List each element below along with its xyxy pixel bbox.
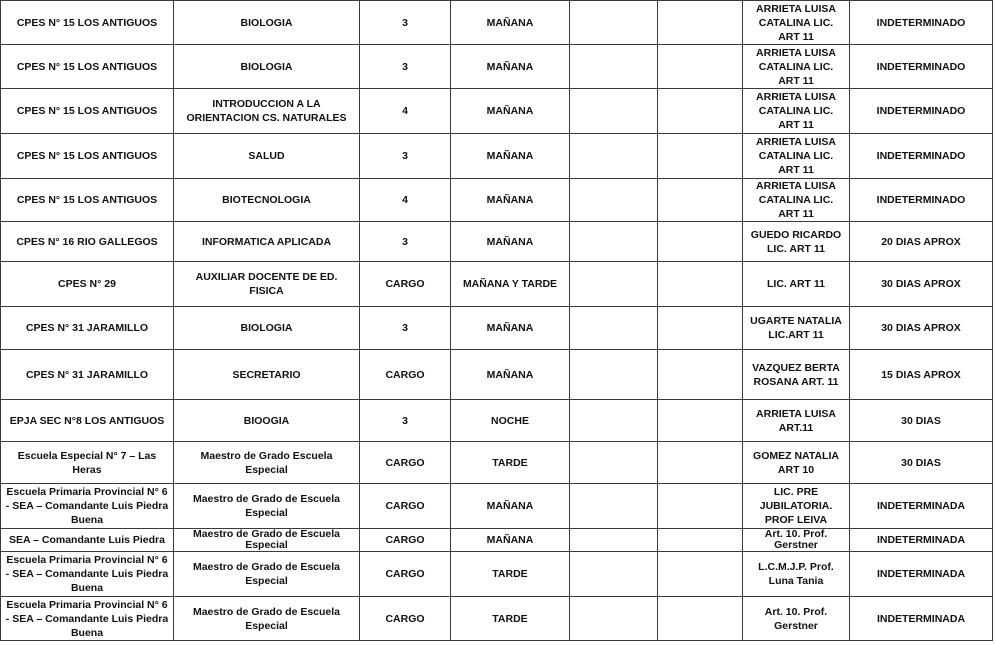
empty-cell: [658, 134, 743, 179]
school-cell: EPJA SEC N°8 LOS ANTIGUOS: [1, 400, 174, 442]
table-row: [1, 484, 993, 529]
empty-cell: [658, 400, 743, 442]
subject-cell: INFORMATICA APLICADA: [174, 222, 360, 262]
empty-cell: [658, 529, 743, 552]
shift-cell: MAÑANA: [451, 484, 570, 529]
hours-cell: CARGO: [360, 529, 451, 552]
duration-cell: INDETERMINADO: [850, 1, 993, 45]
holder-cell: ARRIETA LUISA CATALINA LIC. ART 11: [743, 179, 850, 222]
hours-cell: 3: [360, 400, 451, 442]
hours-cell: 4: [360, 89, 451, 134]
duration-cell: INDETERMINADO: [850, 134, 993, 179]
subject-cell: Maestro de Grado de Escuela Especial: [174, 552, 360, 597]
holder-cell: VAZQUEZ BERTA ROSANA ART. 11: [743, 350, 850, 400]
empty-cell: [570, 552, 658, 597]
hours-cell: CARGO: [360, 350, 451, 400]
duration-cell: INDETERMINADO: [850, 179, 993, 222]
table-row: [1, 45, 993, 89]
holder-cell: UGARTE NATALIA LIC.ART 11: [743, 307, 850, 350]
table-row: [1, 307, 993, 350]
table-row: [1, 597, 993, 641]
subject-cell: AUXILIAR DOCENTE DE ED. FISICA: [174, 262, 360, 307]
subject-cell: BIOLOGIA: [174, 45, 360, 89]
holder-cell: ARRIETA LUISA CATALINA LIC. ART 11: [743, 45, 850, 89]
table-row: [1, 134, 993, 179]
table-row: [1, 89, 993, 134]
subject-cell: SECRETARIO: [174, 350, 360, 400]
subject-cell: BIOTECNOLOGIA: [174, 179, 360, 222]
hours-cell: CARGO: [360, 552, 451, 597]
school-cell: Escuela Especial N° 7 – Las Heras: [1, 442, 174, 484]
school-cell: CPES N° 15 LOS ANTIGUOS: [1, 134, 174, 179]
empty-cell: [658, 262, 743, 307]
holder-cell: Art. 10. Prof. Gerstner: [743, 597, 850, 641]
empty-cell: [658, 1, 743, 45]
empty-cell: [658, 307, 743, 350]
shift-cell: MAÑANA: [451, 222, 570, 262]
hours-cell: 4: [360, 179, 451, 222]
table-row: [1, 1, 993, 45]
empty-cell: [658, 179, 743, 222]
hours-cell: 3: [360, 1, 451, 45]
table-row: [1, 442, 993, 484]
shift-cell: MAÑANA: [451, 45, 570, 89]
holder-cell: ARRIETA LUISA CATALINA LIC. ART 11: [743, 134, 850, 179]
shift-cell: TARDE: [451, 552, 570, 597]
school-cell: CPES N° 15 LOS ANTIGUOS: [1, 45, 174, 89]
subject-cell: Maestro de Grado de Escuela Especial: [174, 529, 360, 552]
empty-cell: [658, 552, 743, 597]
school-cell: CPES N° 15 LOS ANTIGUOS: [1, 179, 174, 222]
hours-cell: 3: [360, 134, 451, 179]
shift-cell: MAÑANA Y TARDE: [451, 262, 570, 307]
holder-cell: GOMEZ NATALIA ART 10: [743, 442, 850, 484]
school-cell: Escuela Primaria Provincial N° 6 - SEA – Comandante Luis Piedra Buena: [1, 484, 174, 529]
shift-cell: MAÑANA: [451, 179, 570, 222]
duration-cell: 30 DIAS: [850, 442, 993, 484]
empty-cell: [570, 1, 658, 45]
empty-cell: [570, 134, 658, 179]
hours-cell: 3: [360, 222, 451, 262]
empty-cell: [570, 484, 658, 529]
hours-cell: CARGO: [360, 597, 451, 641]
subject-cell: INTRODUCCION A LA ORIENTACION CS. NATURALES: [174, 89, 360, 134]
duration-cell: INDETERMINADO: [850, 45, 993, 89]
shift-cell: MAÑANA: [451, 89, 570, 134]
shift-cell: TARDE: [451, 442, 570, 484]
table-row: [1, 222, 993, 262]
empty-cell: [658, 484, 743, 529]
school-cell: Escuela Primaria Provincial N° 6 - SEA – Comandante Luis Piedra Buena: [1, 597, 174, 641]
empty-cell: [570, 179, 658, 222]
subject-cell: Maestro de Grado de Escuela Especial: [174, 597, 360, 641]
empty-cell: [658, 597, 743, 641]
shift-cell: MAÑANA: [451, 350, 570, 400]
school-cell: CPES N° 15 LOS ANTIGUOS: [1, 89, 174, 134]
subject-cell: BIOLOGIA: [174, 1, 360, 45]
holder-cell: LIC. PRE JUBILATORIA. PROF LEIVA: [743, 484, 850, 529]
holder-cell: ARRIETA LUISA ART.11: [743, 400, 850, 442]
empty-cell: [570, 222, 658, 262]
duration-cell: 30 DIAS APROX: [850, 262, 993, 307]
empty-cell: [658, 442, 743, 484]
duration-cell: INDETERMINADO: [850, 89, 993, 134]
school-cell: CPES N° 16 RIO GALLEGOS: [1, 222, 174, 262]
subject-cell: Maestro de Grado Escuela Especial: [174, 442, 360, 484]
empty-cell: [658, 45, 743, 89]
empty-cell: [570, 350, 658, 400]
subject-cell: SALUD: [174, 134, 360, 179]
school-cell: CPES N° 31 JARAMILLO: [1, 307, 174, 350]
duration-cell: INDETERMINADA: [850, 597, 993, 641]
empty-cell: [570, 442, 658, 484]
school-cell: SEA – Comandante Luis Piedra: [1, 529, 174, 552]
subject-cell: Maestro de Grado de Escuela Especial: [174, 484, 360, 529]
school-cell: CPES N° 31 JARAMILLO: [1, 350, 174, 400]
holder-cell: ARRIETA LUISA CATALINA LIC. ART 11: [743, 89, 850, 134]
duration-cell: INDETERMINADA: [850, 552, 993, 597]
hours-cell: 3: [360, 45, 451, 89]
holder-cell: L.C.M.J.P. Prof. Luna Tania: [743, 552, 850, 597]
empty-cell: [570, 307, 658, 350]
duration-cell: 20 DIAS APROX: [850, 222, 993, 262]
table-row: [1, 179, 993, 222]
table-row: [1, 552, 993, 597]
empty-cell: [570, 89, 658, 134]
empty-cell: [570, 262, 658, 307]
holder-cell: LIC. ART 11: [743, 262, 850, 307]
duration-cell: INDETERMINADA: [850, 484, 993, 529]
table-row: [1, 529, 993, 552]
table-row: [1, 350, 993, 400]
holder-cell: GUEDO RICARDO LIC. ART 11: [743, 222, 850, 262]
shift-cell: MAÑANA: [451, 529, 570, 552]
empty-cell: [658, 350, 743, 400]
table-row: [1, 262, 993, 307]
empty-cell: [570, 45, 658, 89]
duration-cell: 30 DIAS APROX: [850, 307, 993, 350]
empty-cell: [570, 400, 658, 442]
empty-cell: [570, 529, 658, 552]
school-cell: CPES N° 15 LOS ANTIGUOS: [1, 1, 174, 45]
subject-cell: BIOOGIA: [174, 400, 360, 442]
subject-cell: BIOLOGIA: [174, 307, 360, 350]
hours-cell: CARGO: [360, 484, 451, 529]
empty-cell: [658, 89, 743, 134]
table-row: [1, 400, 993, 442]
hours-cell: CARGO: [360, 442, 451, 484]
empty-cell: [658, 222, 743, 262]
shift-cell: MAÑANA: [451, 307, 570, 350]
shift-cell: MAÑANA: [451, 134, 570, 179]
hours-cell: 3: [360, 307, 451, 350]
holder-cell: Art. 10. Prof. Gerstner: [743, 529, 850, 552]
shift-cell: MAÑANA: [451, 1, 570, 45]
duration-cell: 15 DIAS APROX: [850, 350, 993, 400]
hours-cell: CARGO: [360, 262, 451, 307]
duration-cell: INDETERMINADA: [850, 529, 993, 552]
shift-cell: NOCHE: [451, 400, 570, 442]
school-cell: CPES N° 29: [1, 262, 174, 307]
empty-cell: [570, 597, 658, 641]
holder-cell: ARRIETA LUISA CATALINA LIC. ART 11: [743, 1, 850, 45]
shift-cell: TARDE: [451, 597, 570, 641]
duration-cell: 30 DIAS: [850, 400, 993, 442]
school-cell: Escuela Primaria Provincial N° 6 - SEA – Comandante Luis Piedra Buena: [1, 552, 174, 597]
